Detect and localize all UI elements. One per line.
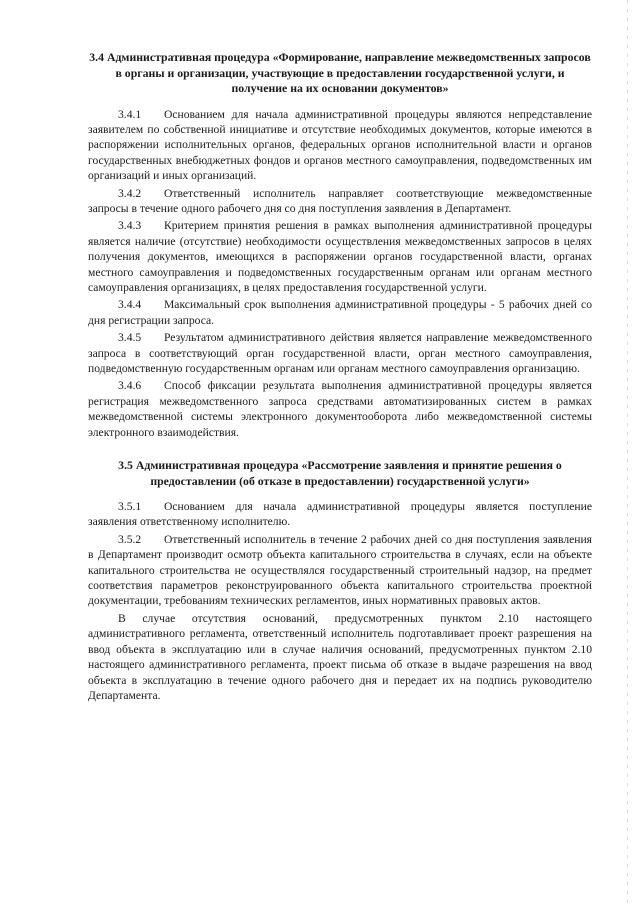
paragraph-number: 3.4.4: [118, 298, 142, 312]
paragraph-text: Основанием для начала административной процедуры является поступление заявления ответственному исполнителю.: [88, 500, 592, 529]
paragraph-3-5-2: [88, 532, 592, 609]
scan-edge-line: [627, 0, 628, 905]
paragraph-number: 3.4.3: [118, 219, 142, 233]
paragraph-3-4-2: [88, 186, 592, 217]
paragraph-3-5-2-continued: [88, 611, 592, 703]
paragraph-text: Критерием принятия решения в рамках выполнения административной процедуры является наличие (отсутствие) необходимости осуществления межведомственных запросов в целях получения документов, имеющихся в распоряжении органов государственной власти, органах местного самоуправления и подведомственных государственным органам или органам местного самоуправления организациях, в целях предоставления государственной услуги.: [88, 219, 592, 294]
paragraph-text: Максимальный срок выполнения административной процедуры - 5 рабочих дней со дня регистрации запроса.: [88, 298, 592, 327]
paragraph-text: Результатом административного действия является направление межведомственного запроса в соответствующий орган государственной власти, орган местного самоуправления, подведомственную государственным органам или органам местного самоуправления организацию.: [88, 331, 592, 375]
paragraph-3-4-4: [88, 297, 592, 328]
paragraph-3-4-1: [88, 107, 592, 184]
paragraph-text: Основанием для начала административной процедуры являются непредставление заявителем по собственной инициативе и отсутствие необходимых документов, которые имеются в распоряжении исполнительных органов, федеральных органов исполнительной власти и органов государственных внебюджетных фондов и органов местного самоуправления, подведомственных им организаций и иных организаций.: [88, 107, 592, 183]
paragraph-number: 3.5.2: [118, 532, 142, 546]
paragraph-number: 3.4.5: [118, 331, 142, 345]
section-3-5-heading: 3.5 Административная процедура «Рассмотрение заявления и принятие решения о предоставлении (об отказе в предоставлении) государственной услуги»: [118, 458, 562, 488]
paragraph-3-4-3: [88, 218, 592, 295]
paragraph-number: 3.4.2: [118, 186, 142, 200]
paragraph-3-5-1: [88, 499, 592, 530]
paragraph-text: Ответственный исполнитель направляет соответствующие межведомственные запросы в течение одного рабочего дня со дня поступления заявления в Департамент.: [88, 186, 592, 215]
paragraph-text: Способ фиксации результата выполнения административной процедуры является регистрация межведомственного запроса средствами автоматизированных систем в рамках межведомственной системы электронного документооборота либо межведомственной системы электронного взаимодействия.: [88, 379, 592, 439]
paragraph-number: 3.4.6: [118, 379, 142, 393]
paragraph-3-4-5: [88, 330, 592, 376]
paragraph-number: 3.4.1: [118, 107, 142, 121]
paragraph-3-4-6: [88, 378, 592, 440]
paragraph-number: 3.5.1: [118, 500, 142, 514]
paragraph-text: В случае отсутствия оснований, предусмотренных пунктом 2.10 настоящего административного регламента, ответственный исполнитель подготавливает проект разрешения на ввод объекта в эксплуатацию или в случае наличия оснований, предусмотренных пунктом 2.10 настоящего административного регламента, проект письма об отказе в выдаче разрешения на ввод объекта в эксплуатацию в течение одного рабочего дня и передает их на подпись руководителю Департамента.: [88, 611, 592, 702]
paragraph-text: Ответственный исполнитель в течение 2 рабочих дней со дня поступления заявления в Департамент производит осмотр объекта капитального строительства в случаях, если на объекте капитального строительства не осуществлялся государственный строительный надзор, на предмет соответствия параметров реконструированного объекта капитального строительства проектной документации, требованиям технических регламентов, иных нормативных правовых актов.: [88, 532, 592, 608]
section-3-4-heading: 3.4 Административная процедура «Формирование, направление межведомственных запросов в органы и организации, участвующие в предоставлении государственной услуги, и получение на их основании документов»: [89, 50, 591, 95]
document-content: [88, 50, 592, 705]
